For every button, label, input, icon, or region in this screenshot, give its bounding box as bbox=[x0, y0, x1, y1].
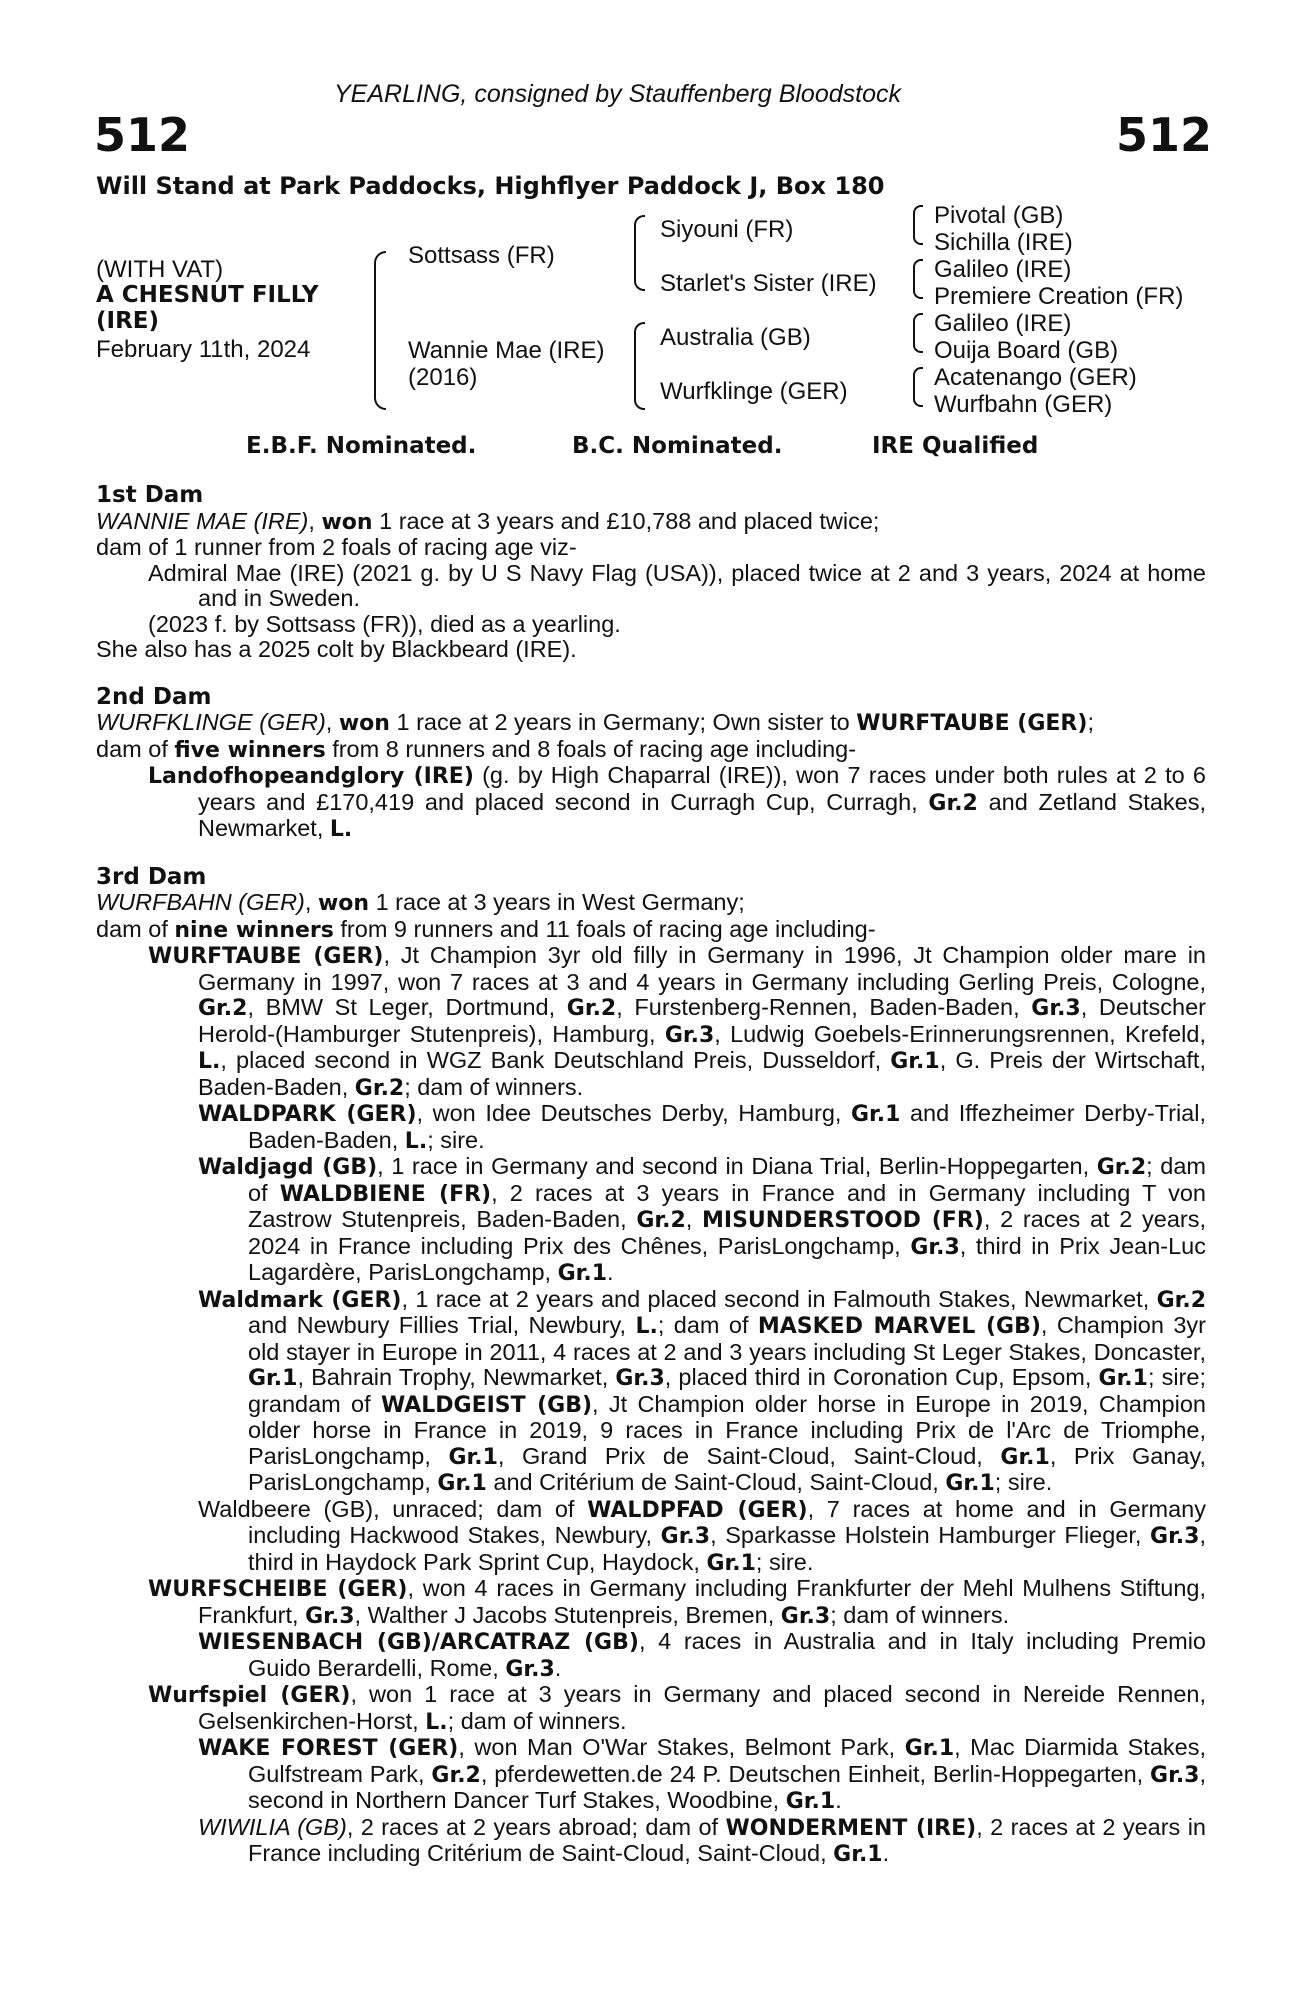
pedigree-dam-year: (2016) bbox=[408, 364, 478, 391]
nomination-bc: B.C. Nominated. bbox=[572, 433, 783, 459]
produce-record: 1st Dam WANNIE MAE (IRE), won 1 race at 3 years and £10,788 and placed twice; dam of 1 runner from 2 foals of racing age viz- Admiral Mae (IRE) (2021 g. by U S Navy Flag (USA)), placed twice at 2 and 3 years, 2024 at home and in Sweden. (2023 f. by Sottsass (FR)), died as a yearling. She also has a 2025 colt by Blackbeard (IRE). 2nd Dam WURFKLINGE (GER), won 1 race at 2 years in Germany; Own sister to WURFTAUBE (GER); dam of five winners from 8 runners and 8 foals of racing age including- Landofhopeandglory (IRE) (g. by High Chaparral (IRE)), won 7 races under both rules at 2 to 6 years and £170,419 and placed second in Curragh Cup, Curragh, Gr.2 and Zetland Stakes, Newmarket, L. 3rd Dam WURFBAHN (GER), won 1 race at 3 years in West Germany; dam of nine winners from 9 runners and 11 foals of racing age including- WURFTAUBE (GER), Jt Champion 3yr old filly in Germany in 1996, Jt Champion older mare in Germany in 1997, won 7 races at 3 and 4 years in Germany including Gerling Preis, Cologne, Gr.2, BMW St Leger, Dortmund, Gr.2, Furstenberg-Rennen, Baden-Baden, Gr.3, Deutscher Herold-(Hamburger Stutenpreis), Hamburg, Gr.3, Ludwig Goebels-Erinnerungsrennen, Krefeld, L., placed second in WGZ Bank Deutschland Preis, Dusseldorf, Gr.1, G. Preis der Wirtschaft, Baden-Baden, Gr.2; dam of winners. WALDPARK (GER), won Idee Deutsches Derby, Hamburg, Gr.1 and Iffezheimer Derby-Trial, Baden-Baden, L.; sire. Waldjagd (GB), 1 race in Germany and second in Diana Trial, Berlin-Hoppegarten, Gr.2; dam of WALDBIENE (FR), 2 races at 3 years in France and in Germany including T von Zastrow Stutenpreis, Baden-Baden, Gr.2, MISUNDERSTOOD (FR), 2 races at 2 years, 2024 in France including Prix des Chênes, ParisLongchamp, Gr.3, third in Prix Jean-Luc Lagardère, ParisLongchamp, Gr.1. Waldmark (GER), 1 race at 2 years and placed second in Falmouth Stakes, Newmarket, Gr.2 and Newbury Fillies Trial, Newbury, L.; dam of MASKED MARVEL (GB), Champion 3yr old stayer in Europe in 2011, 4 races at 2 and 3 years including St Leger Stakes, Doncaster, Gr.1, Bahrain Trophy, Newmarket, Gr.3, placed third in Coronation Cup, Epsom, Gr.1; sire; grandam of WALDGEIST (GB), Jt Champion older horse in Europe in 2019, Champion older horse in France in 2019, 9 races in France including Prix de l'Arc de Triomphe, ParisLongchamp, Gr.1, Grand Prix de Saint-Cloud, Saint-Cloud, Gr.1, Prix Ganay, ParisLongchamp, Gr.1 and Critérium de Saint-Cloud, Saint-Cloud, Gr.1; sire. Waldbeere (GB), unraced; dam of WALDPFAD (GER), 7 races at home and in Germany including Hackwood Stakes, Newbury, Gr.3, Sparkasse Holstein Hamburger Flieger, Gr.3, third in Haydock Park Sprint Cup, Haydock, Gr.1; sire. WURFSCHEIBE (GER), won 4 races in Germany including Frankfurter der Mehl Mulhens Stiftung, Frankfurt, Gr.3, Walther J Jacobs Stutenpreis, Bremen, Gr.3; dam of winners. WIESENBACH (GB)/ARCATRAZ (GB), 4 races in Australia and in Italy including Premio Guido Berardelli, Rome, Gr.3. Wurfspiel (GER), won 1 race at 3 years in Germany and placed second in Nereide Rennen, Gelsenkirchen-Horst, L.; dam of winners. WAKE FOREST (GER), won Man O'War Stakes, Belmont Park, Gr.1, Mac Diarmida Stakes, Gulfstream Park, Gr.2, pferdewetten.de 24 P. Deutschen Einheit, Berlin-Hoppegarten, Gr.3, second in Northern Dancer Turf Stakes, Woodbine, Gr.1. WIWILIA (GB), 2 races at 2 years abroad; dam of WONDERMENT (IRE), 2 races at 2 years in France including Critérium de Saint-Cloud, Saint-Cloud, Gr.1. bbox=[96, 482, 1207, 1867]
lot-number-left: 512 bbox=[94, 108, 191, 162]
progeny-waldjagd: Waldjagd (GB), 1 race in Germany and second in Diana Trial, Berlin-Hoppegarten, Gr.2; dam of WALDBIENE (FR), 2 races at 3 years in France and in Germany including T von Zastrow Stutenpreis, Baden-Baden, Gr.2, MISUNDERSTOOD (FR), 2 races at 2 years, 2024 in France including Prix des Chênes, ParisLongchamp, Gr.3, third in Prix Jean-Luc Lagardère, ParisLongchamp, Gr.1. bbox=[198, 1153, 1207, 1286]
pedigree-g3-5: Galileo (IRE) bbox=[934, 310, 1072, 337]
pedigree-brace-g3b bbox=[913, 259, 923, 299]
pedigree-g3-6: Ouija Board (GB) bbox=[934, 337, 1119, 364]
pedigree-brace-g3a bbox=[913, 205, 923, 245]
catalogue-subtitle: YEARLING, consigned by Stauffenberg Bloodstock bbox=[334, 80, 901, 108]
first-dam-foal-1: Admiral Mae (IRE) (2021 g. by U S Navy Flag (USA)), placed twice at 2 and 3 years, 2024 at home and in Sweden. bbox=[148, 559, 1206, 611]
progeny-wiesenbach: WIESENBACH (GB)/ARCATRAZ (GB), 4 races in Australia and in Italy including Premio Guido Berardelli, Rome, Gr.3. bbox=[198, 1628, 1207, 1682]
pedigree-dam: Wannie Mae (IRE) bbox=[408, 337, 605, 364]
first-dam-heading: 1st Dam bbox=[96, 482, 204, 508]
first-dam-note: She also has a 2025 colt by Blackbeard (IRE). bbox=[96, 636, 577, 662]
horse-name-line2: (IRE) bbox=[96, 308, 160, 334]
second-dam-name: WURFKLINGE (GER) bbox=[96, 709, 326, 735]
progeny-wake-forest: WAKE FOREST (GER), won Man O'War Stakes, Belmont Park, Gr.1, Mac Diarmida Stakes, Gulfstream Park, Gr.2, pferdewetten.de 24 P. Deutschen Einheit, Berlin-Hoppegarten, Gr.3, second in Northern Dancer Turf Stakes, Woodbine, Gr.1. bbox=[198, 1734, 1207, 1814]
second-dam-heading: 2nd Dam bbox=[96, 683, 212, 710]
progeny-wurftaube: WURFTAUBE (GER), Jt Champion 3yr old filly in Germany in 1996, Jt Champion older mare in Germany in 1997, won 7 races at 3 and 4 years in Germany including Gerling Preis, Cologne, Gr.2, BMW St Leger, Dortmund, Gr.2, Furstenberg-Rennen, Baden-Baden, Gr.3, Deutscher Herold-(Hamburger Stutenpreis), Hamburg, Gr.3, Ludwig Goebels-Erinnerungsrennen, Krefeld, L., placed second in WGZ Bank Deutschland Preis, Dusseldorf, Gr.1, G. Preis der Wirtschaft, Baden-Baden, Gr.2; dam of winners. bbox=[148, 942, 1206, 1101]
pedigree-brace-gen1 bbox=[374, 251, 386, 410]
pedigree-sire-sire: Siyouni (FR) bbox=[660, 216, 794, 243]
pedigree-dam-sire: Australia (GB) bbox=[660, 324, 811, 351]
pedigree-brace-sire bbox=[634, 215, 645, 291]
progeny-wiwilia: WIWILIA (GB), 2 races at 2 years abroad; dam of WONDERMENT (IRE), 2 races at 2 years in France including Critérium de Saint-Cloud, Saint-Cloud, Gr.1. bbox=[198, 1813, 1206, 1867]
second-dam-progeny-1: Landofhopeandglory (IRE) (g. by High Chaparral (IRE)), won 7 races under both rules at 2 to 6 years and £170,419 and placed second in Curragh Cup, Curragh, Gr.2 and Zetland Stakes, Newmarket, L. bbox=[148, 762, 1206, 842]
third-dam-name: WURFBAHN (GER) bbox=[96, 889, 305, 915]
pedigree-dam-dam: Wurfklinge (GER) bbox=[660, 378, 848, 405]
pedigree-g3-4: Premiere Creation (FR) bbox=[934, 283, 1184, 310]
pedigree-g3-7: Acatenango (GER) bbox=[934, 364, 1137, 391]
nomination-ire: IRE Qualified bbox=[872, 433, 1039, 459]
pedigree-g3-1: Pivotal (GB) bbox=[934, 202, 1064, 229]
stand-location: Will Stand at Park Paddocks, Highflyer Paddock J, Box 180 bbox=[96, 172, 885, 200]
pedigree-brace-g3c bbox=[913, 313, 923, 353]
pedigree-g3-3: Galileo (IRE) bbox=[934, 256, 1072, 283]
pedigree-sire: Sottsass (FR) bbox=[408, 242, 555, 269]
pedigree-g3-8: Wurfbahn (GER) bbox=[934, 391, 1113, 418]
nomination-ebf: E.B.F. Nominated. bbox=[246, 433, 477, 459]
progeny-waldpark: WALDPARK (GER), won Idee Deutsches Derby, Hamburg, Gr.1 and Iffezheimer Derby-Trial, Baden-Baden, L.; sire. bbox=[198, 1100, 1206, 1154]
pedigree-brace-dam bbox=[634, 322, 645, 410]
horse-name-line1: A CHESNUT FILLY bbox=[96, 282, 319, 308]
pedigree-sire-dam: Starlet's Sister (IRE) bbox=[660, 270, 877, 297]
first-dam-summary: dam of 1 runner from 2 foals of racing age viz- bbox=[96, 534, 577, 560]
progeny-waldbeere: Waldbeere (GB), unraced; dam of WALDPFAD (GER), 7 races at home and in Germany including Hackwood Stakes, Newbury, Gr.3, Sparkasse Holstein Hamburger Flieger, Gr.3, third in Haydock Park Sprint Cup, Haydock, Gr.1; sire. bbox=[198, 1495, 1207, 1576]
progeny-wurfspiel: Wurfspiel (GER), won 1 race at 3 years in Germany and placed second in Nereide Rennen, Gelsenkirchen-Horst, L.; dam of winners. bbox=[148, 1681, 1206, 1735]
pedigree-brace-g3d bbox=[913, 367, 923, 407]
pedigree-g3-2: Sichilla (IRE) bbox=[934, 229, 1073, 256]
vat-note: (WITH VAT) bbox=[96, 256, 224, 283]
third-dam-heading: 3rd Dam bbox=[96, 863, 207, 890]
progeny-waldmark: Waldmark (GER), 1 race at 2 years and placed second in Falmouth Stakes, Newmarket, Gr.2 and Newbury Fillies Trial, Newbury, L.; dam of MASKED MARVEL (GB), Champion 3yr old stayer in Europe in 2011, 4 races at 2 and 3 years including St Leger Stakes, Doncaster, Gr.1, Bahrain Trophy, Newmarket, Gr.3, placed third in Coronation Cup, Epsom, Gr.1; sire; grandam of WALDGEIST (GB), Jt Champion older horse in Europe in 2019, Champion older horse in France in 2019, 9 races in France including Prix de l'Arc de Triomphe, ParisLongchamp, Gr.1, Grand Prix de Saint-Cloud, Saint-Cloud, Gr.1, Prix Ganay, ParisLongchamp, Gr.1 and Critérium de Saint-Cloud, Saint-Cloud, Gr.1; sire. bbox=[198, 1285, 1206, 1496]
progeny-wurfscheibe: WURFSCHEIBE (GER), won 4 races in Germany including Frankfurter der Mehl Mulhens Stiftung, Frankfurt, Gr.3, Walther J Jacobs Stutenpreis, Bremen, Gr.3; dam of winners. bbox=[148, 1575, 1206, 1629]
first-dam-foal-2: (2023 f. by Sottsass (FR)), died as a yearling. bbox=[148, 610, 621, 637]
lot-number-right: 512 bbox=[1116, 108, 1213, 162]
foaling-date: February 11th, 2024 bbox=[96, 336, 311, 363]
first-dam-name: WANNIE MAE (IRE) bbox=[96, 507, 309, 534]
